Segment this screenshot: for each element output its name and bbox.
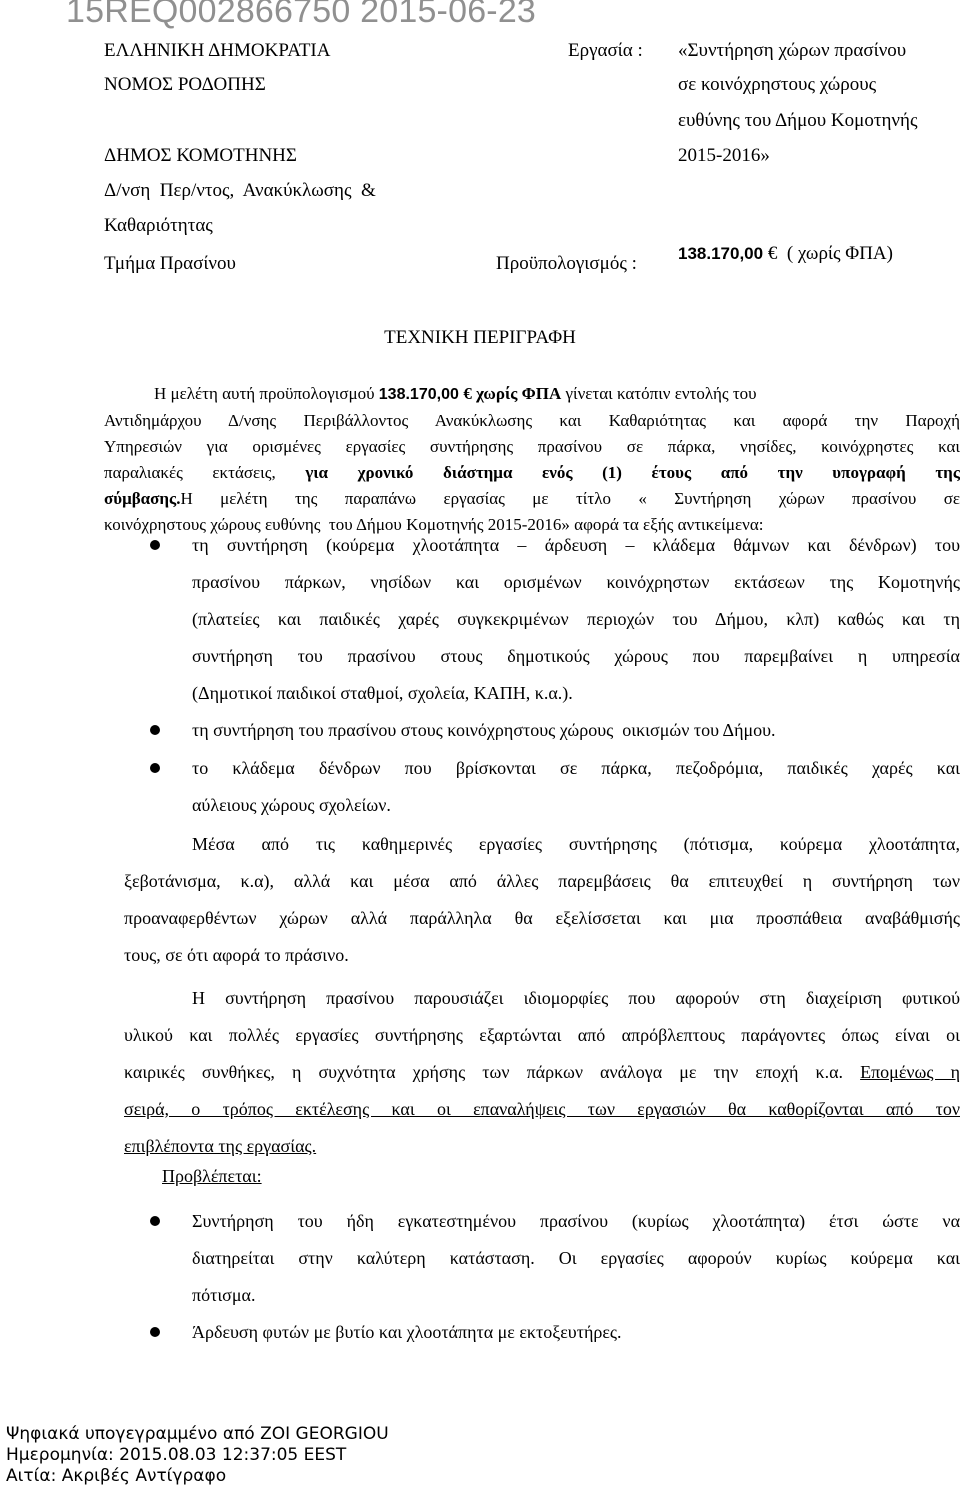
intro-text-5b: Η μελέτη της παραπάνω εργασίας με τίτλο « Συντήρηση χώρων πρασίνου σε xyxy=(180,489,960,508)
intro-line-1 xyxy=(124,381,960,408)
bullet-dot xyxy=(150,763,160,773)
work-line-2: σε κοινόχρηστους χώρους xyxy=(678,74,877,95)
intro-line-6: κοινόχρηστους χώρους ευθύνης του Δήμου Κομοτηνής 2015-2016» αφορά τα εξής αντικείμενα: xyxy=(104,515,764,534)
bullet-1-line-2: πρασίνου πάρκων, νησίδων και ορισμένων κοινόχρηστων εκτάσεων της Κομοτηνής xyxy=(192,572,960,592)
registration-number: 15REQ002866750 2015-06-23 xyxy=(66,0,537,30)
signature-date: Ημερομηνία: 2015.08.03 12:37:05 EEST xyxy=(6,1445,347,1465)
intro-line-2: Αντιδημάρχου Δ/νσης Περιβάλλοντος Ανακύκλωσης και Καθαριότητας και αφορά την Παροχή xyxy=(104,411,960,430)
bullet-dot xyxy=(150,1327,160,1337)
budget-amount: 138.170,00 xyxy=(678,244,764,263)
intro-paragraph xyxy=(104,381,960,538)
foreseen-1-line-3: πότισμα. xyxy=(192,1285,256,1305)
bullet-1-line-4: συντήρηση του πρασίνου στους δημοτικούς χώρους που παρεμβαίνει η υπηρεσία xyxy=(192,646,960,666)
intro-amount: 138.170,00 xyxy=(378,386,464,403)
bullet-1-line-5: (Δημοτικοί παιδικοί σταθμοί, σχολεία, ΚΑΠΗ, κ.α.). xyxy=(192,683,573,703)
bullet-pruning xyxy=(192,750,960,824)
header-directorate: Δ/νση Περ/ντος, Ανακύκλωσης & xyxy=(104,180,376,201)
para3-text-3b: Επομένως η xyxy=(860,1062,960,1082)
header-prefecture: ΝΟΜΟΣ ΡΟΔΟΠΗΣ xyxy=(104,74,266,95)
intro-text-1a: Η μελέτη αυτή προϋπολογισμού xyxy=(154,384,379,403)
intro-contract: σύμβασης. xyxy=(104,489,181,508)
bullet-dot xyxy=(150,1216,160,1226)
intro-text-1d: γίνεται κατόπιν εντολής του xyxy=(561,384,757,403)
document-title: ΤΕΧΝΙΚΗ ΠΕΡΙΓΡΑΦΗ xyxy=(384,327,576,348)
intro-line-3: Υπηρεσιών για ορισμένες εργασίες συντήρησης πρασίνου σε πάρκα, νησίδες, κοινόχρηστες και xyxy=(104,437,960,456)
work-line-1: «Συντήρηση χώρων πρασίνου xyxy=(678,40,907,61)
header-department: Τμήμα Πρασίνου xyxy=(104,253,236,274)
intro-text-4a: παραλιακές εκτάσεις, xyxy=(104,463,306,482)
para2-line-2: ξεβοτάνισμα, κ.α), αλλά και μέσα από άλλες παρεμβάσεις θα επιτευχθεί η συντήρηση των xyxy=(124,871,960,891)
signature-signer: Ψηφιακά υπογεγραμμένο από ZOI GEORGIOU xyxy=(6,1424,389,1444)
paragraph-peculiarities xyxy=(124,980,960,1165)
para2-line-1: Μέσα από τις καθημερινές εργασίες συντήρησης (πότισμα, κούρεμα χλοοτάπητα, xyxy=(192,834,960,854)
digital-signature xyxy=(6,1424,389,1487)
header-municipality: ΔΗΜΟΣ ΚΟΜΟΤΗΝΗΣ xyxy=(104,145,297,166)
para3-text-3a: καιρικές συνθήκες, η συχνότητα χρήσης των πάρκων ανάλογα με την εποχή κ.α. xyxy=(124,1062,861,1082)
header-country: ΕΛΛΗΝΙΚΗ ΔΗΜΟΚΡΑΤΙΑ xyxy=(104,40,331,61)
intro-vat: € χωρίς ΦΠΑ xyxy=(463,384,562,403)
foreseen-label: Προβλέπεται: xyxy=(162,1166,262,1186)
para3-line-4: σειρά, ο τρόπος εκτέλεσης και οι επαναλήψεις των εργασιών θα καθορίζονται από τον xyxy=(124,1099,960,1119)
bullet-dot xyxy=(150,725,160,735)
bullet-dot xyxy=(150,540,160,550)
work-line-4: 2015-2016» xyxy=(678,145,770,166)
budget-label: Προϋπολογισμός : xyxy=(496,253,637,274)
bullet-1-line-1: τη συντήρηση (κούρεμα χλοοτάπητα – άρδευση – κλάδεμα θάμνων και δένδρων) του xyxy=(192,535,960,555)
para3-line-3 xyxy=(124,1054,960,1091)
foreseen-maintenance xyxy=(192,1203,960,1314)
bullet-maintenance xyxy=(192,527,960,712)
para3-line-1: Η συντήρηση πρασίνου παρουσιάζει ιδιομορφίες που αφορούν στη διαχείριση φυτικού xyxy=(192,988,960,1008)
intro-line-4 xyxy=(104,460,960,486)
budget-suffix: € ( χωρίς ΦΠΑ) xyxy=(767,243,893,264)
work-line-3: ευθύνης του Δήμου Κομοτηνής xyxy=(678,110,918,131)
work-label: Εργασία : xyxy=(568,40,643,61)
foreseen-1-line-1: Συντήρηση του ήδη εγκατεστημένου πρασίνου (κυρίως χλοοτάπητα) έτσι ώστε να xyxy=(192,1211,960,1231)
para3-line-5: επιβλέποντα της εργασίας. xyxy=(124,1136,317,1156)
signature-reason: Αιτία: Ακριβές Αντίγραφο xyxy=(6,1466,227,1486)
bullet-3-line-1: το κλάδεμα δένδρων που βρίσκονται σε πάρκα, πεζοδρόμια, παιδικές χαρές και xyxy=(192,758,960,778)
intro-duration: για χρονικό διάστημα ενός (1) έτους από την υπογραφή της xyxy=(305,463,960,482)
bullet-settlements: τη συντήρηση του πρασίνου στους κοινόχρηστους χώρους οικισμών του Δήμου. xyxy=(192,720,776,740)
para3-line-2: υλικού και πολλές εργασίες συντήρησης εξαρτώνται από απρόβλεπτους παράγοντες όπως είναι οι xyxy=(124,1025,960,1045)
intro-line-5 xyxy=(104,486,960,512)
foreseen-1-line-2: διατηρείται στην καλύτερη κατάσταση. Οι εργασίες αφορούν κυρίως κούρεμα και xyxy=(192,1248,960,1268)
bullet-1-line-3: (πλατείες και παιδικές χαρές συγκεκριμένων περιοχών του Δήμου, κλπ) καθώς και τη xyxy=(192,609,960,629)
header-directorate-cont: Καθαριότητας xyxy=(104,215,213,236)
budget-value xyxy=(678,243,893,265)
para2-line-4: τους, σε ότι αφορά το πράσινο. xyxy=(124,945,349,965)
para2-line-3: προαναφερθέντων χώρων αλλά παράλληλα θα εξελίσσεται και μια προσπάθεια αναβάθμισής xyxy=(124,908,960,928)
foreseen-irrigation: Άρδευση φυτών με βυτίο και χλοοτάπητα με εκτοξευτήρες. xyxy=(192,1322,622,1342)
paragraph-daily-works xyxy=(124,826,960,974)
bullet-3-line-2: αύλειους χώρους σχολείων. xyxy=(192,795,391,815)
